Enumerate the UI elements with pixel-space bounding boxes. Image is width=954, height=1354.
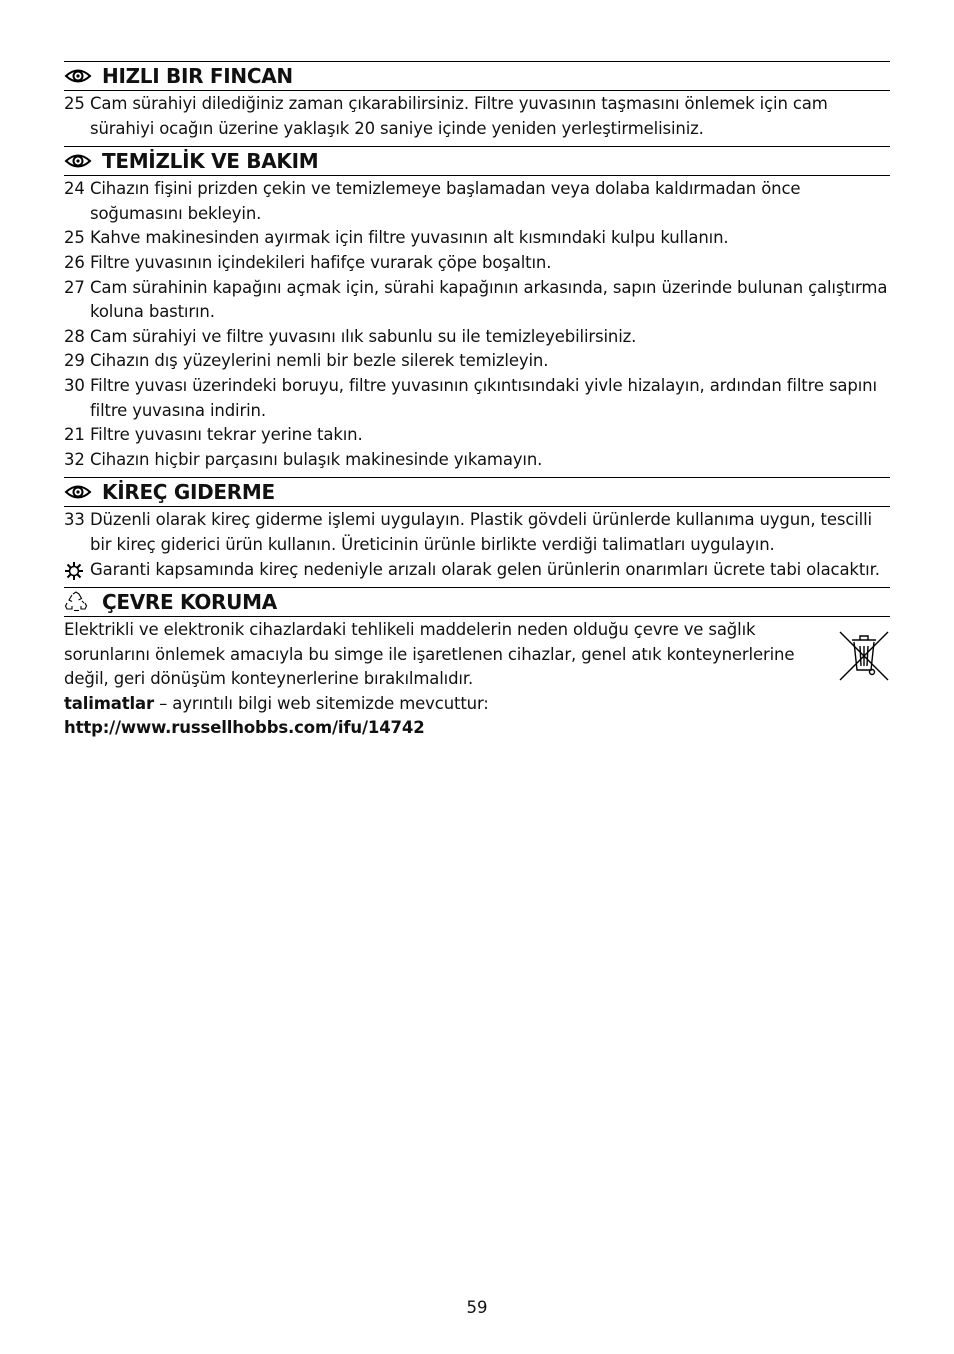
instruction-list [64,508,890,582]
item-number: 21 [64,425,85,445]
list-item [64,423,890,448]
list-item [64,558,890,583]
instructions-label: talimatlar [64,693,154,713]
section-header-descaling [64,477,890,507]
list-item [64,325,890,350]
list-item [64,251,890,276]
item-text: Cihazın hiçbir parçasını bulaşık makinesinde yıkamayın. [90,449,543,469]
list-item [64,349,890,374]
section-title: TEMİZLİK VE BAKIM [102,149,319,174]
item-text: Garanti kapsamında kireç nedeniyle arızalı olarak gelen ürünlerin onarımları ücrete tabi olacaktır. [90,559,880,579]
page-content [64,61,890,741]
item-number: 33 [64,510,85,530]
page-number: 59 [466,1298,488,1317]
item-text: Kahve makinesinden ayırmak için filtre yuvasının alt kısmındaki kulpu kullanın. [90,228,729,248]
item-text: Filtre yuvasını tekrar yerine takın. [90,425,363,445]
list-item [64,508,890,557]
environment-section [64,618,890,741]
warning-sun-icon [64,561,84,581]
list-item [64,92,890,141]
list-item [64,448,890,473]
item-number: 32 [64,449,85,469]
item-text: Filtre yuvası üzerindeki boruyu, filtre yuvasının çıkıntısındaki yivle hizalayın, ardından filtre sapını filtre yuvasına indirin. [90,375,877,420]
list-item [64,374,890,423]
item-number: 25 [64,94,85,113]
eye-icon [64,151,92,171]
item-text: Filtre yuvasının içindekileri hafifçe vurarak çöpe boşaltın. [90,252,552,272]
item-number: 30 [64,375,85,395]
item-number: 24 [64,179,85,199]
item-number: 28 [64,326,85,346]
item-number: 26 [64,252,85,272]
item-number: 27 [64,277,85,297]
list-item [64,276,890,325]
environment-text: Elektrikli ve elektronik cihazlardaki tehlikeli maddelerin neden olduğu çevre ve sağlık sorunlarını önlemek amacıyla bu simge ile işaretlenen cihazlar, genel atık konteynerlerine değil, geri dönüşüm konteynerlerine bırakılmalıdır. [64,620,795,689]
section-header-cleaning [64,146,890,176]
item-number: 29 [64,351,85,371]
item-text: Cihazın dış yüzeylerini nemli bir bezle silerek temizleyin. [90,351,549,371]
recycle-icon [64,592,92,612]
instruction-list [64,177,890,472]
list-item [64,226,890,251]
crossed-out-bin-icon [838,628,890,684]
instructions-url[interactable]: http://www.russellhobbs.com/ifu/14742 [64,718,425,738]
item-text: Cam sürahiyi ve filtre yuvasını ılık sabunlu su ile temizleyebilirsiniz. [90,326,637,346]
item-text: Cam sürahinin kapağını açmak için, sürahi kapağının arkasında, sapın üzerinde bulunan çalıştırma koluna bastırın. [90,277,888,322]
eye-icon [64,482,92,502]
item-text: Düzenli olarak kireç giderme işlemi uygulayın. Plastik gövdeli ürünlerde kullanıma uygun, tescilli bir kireç giderici ürün kullanın. Üreticinin ürünle birlikte verdiği talimatları uygulayın. [90,510,872,554]
item-text: Cihazın fişini prizden çekin ve temizlemeye başlamadan veya dolaba kaldırmadan önce soğumasını bekleyin. [90,179,801,223]
list-item [64,177,890,226]
instructions-text: – ayrıntılı bilgi web sitemizde mevcuttur: [153,693,489,713]
instruction-list [64,92,890,141]
section-header-quick-cup [64,61,890,91]
eye-icon [64,66,92,86]
section-title: HIZLI BIR FINCAN [102,64,293,88]
section-title: KİREÇ GIDERME [102,480,275,505]
instructions-line [64,692,890,717]
section-header-environment [64,587,890,617]
section-title: ÇEVRE KORUMA [102,590,277,615]
item-text: Cam sürahiyi dilediğiniz zaman çıkarabilirsiniz. Filtre yuvasının taşmasını önlemek için cam sürahiyi ocağın üzerine yaklaşık 20 saniye içinde yeniden yerleştirmelisiniz. [90,94,828,138]
item-number: 25 [64,228,85,248]
